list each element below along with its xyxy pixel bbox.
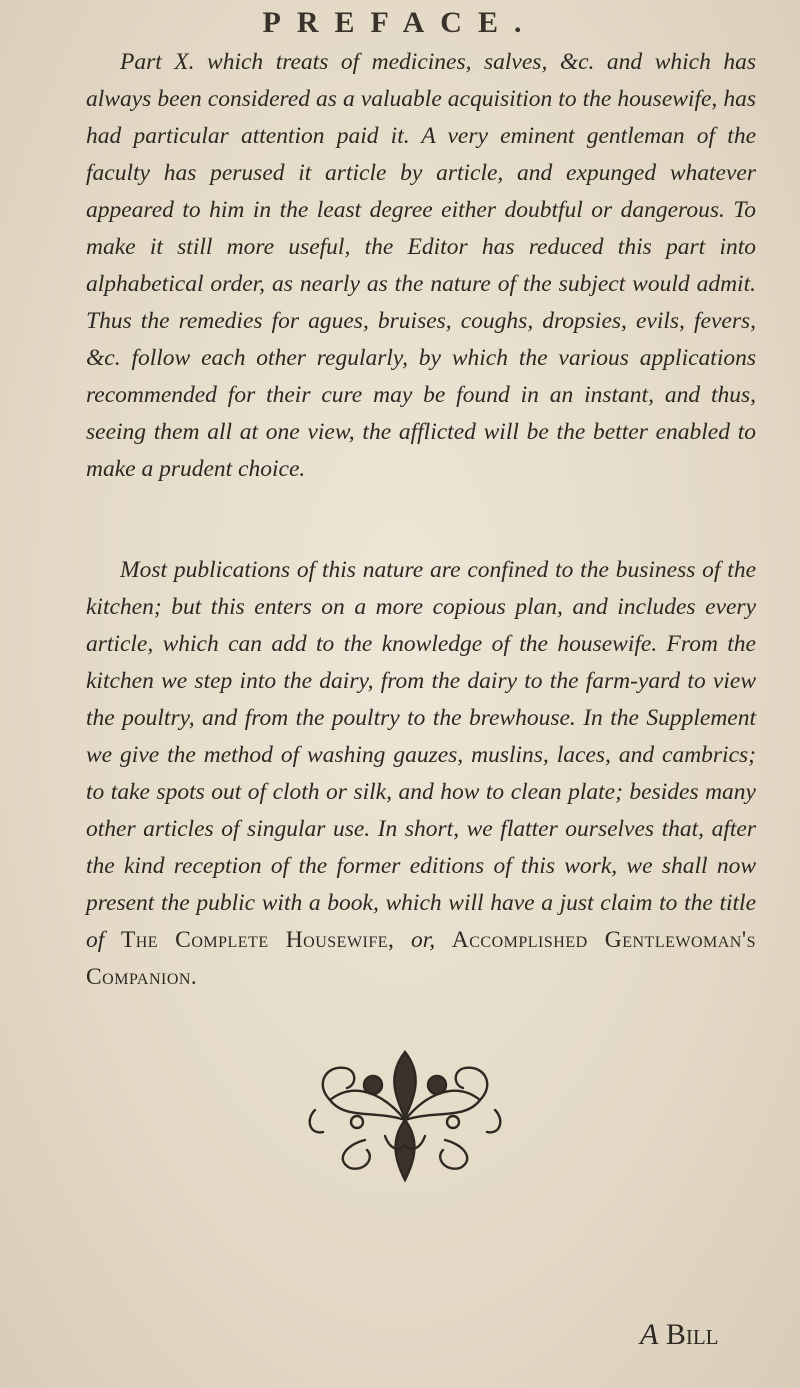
floral-ornament-icon <box>295 1040 515 1185</box>
catchword-article: A <box>640 1318 659 1351</box>
title-connector: or, <box>394 927 452 953</box>
catchword <box>640 1318 719 1352</box>
catchword-word: Bill <box>665 1318 719 1351</box>
book-title: The Complete Housewife, <box>120 927 395 953</box>
paragraph-publications <box>86 552 756 996</box>
paragraph-part-x: Part X. which treats of medicines, salves, &c. and which has always been considered as a valuable acquisition to the housewife, has had particular attention paid it. A very eminent gentleman of the faculty has perused it article by article, and expunged whatever appeared to him in the least degree either doubtful or dangerous. To make it still more useful, the Editor has reduced this part into alphabetical order, as nearly as the nature of the subject would admit. Thus the remedies for agues, bruises, coughs, dropsies, evils, fevers, &c. follow each other regularly, by which the various applications recommended for their cure may be found in an instant, and thus, seeing them all at one view, the afflicted will be the better enabled to make a prudent choice. <box>86 49 756 482</box>
paragraph-body: Most publications of this nature are confined to the business of the kitchen; but this enters on a more copious plan, and includes every article, which can add to the knowledge of the housewife. From the kitchen we step into the dairy, from the dairy to the farm-yard to view the poultry, and from the poultry to the brewhouse. In the Supplement we give the method of washing gauzes, muslins, laces, and cambrics; to take spots out of cloth or silk, and how to clean plate; besides many other articles of singular use. In short, we flatter ourselves that, after the kind reception of the former editions of this work, we shall now present the public with a book, which will have a just claim to the title of <box>86 557 756 953</box>
page-header: PREFACE. <box>262 6 538 39</box>
book-subtitle: Accomplished Gentlewoman's Companion. <box>86 927 756 990</box>
